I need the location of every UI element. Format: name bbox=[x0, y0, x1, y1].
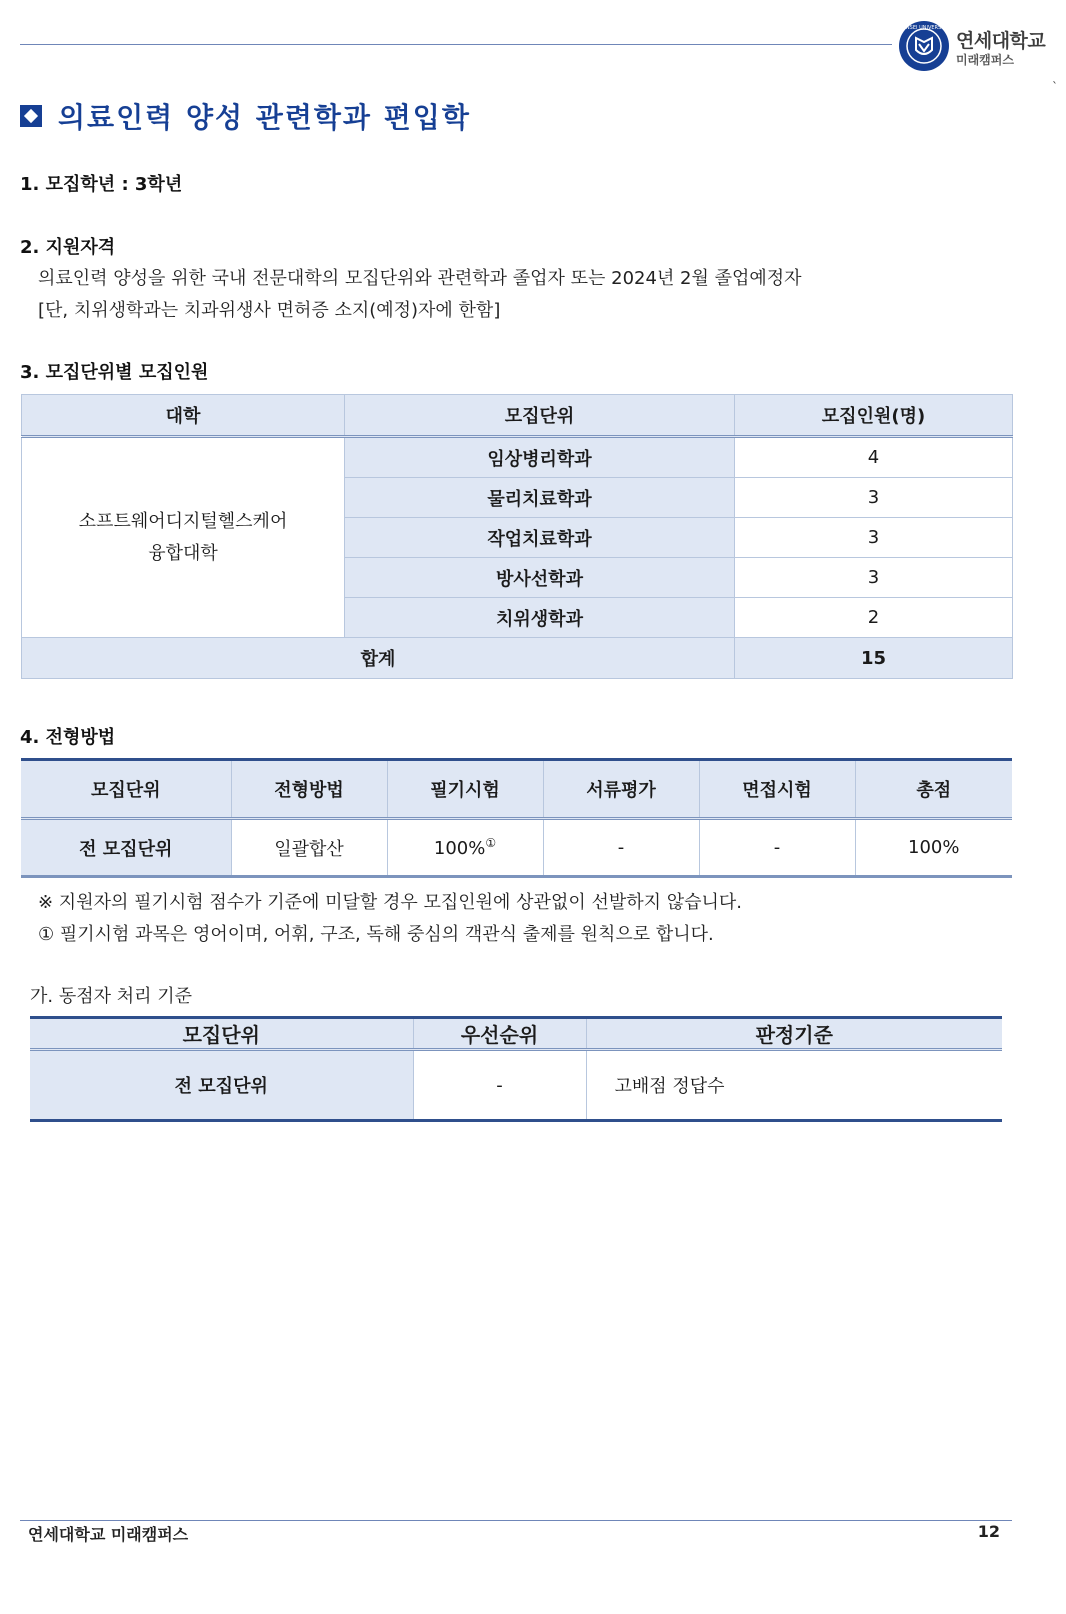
selection-table-header bbox=[21, 760, 1012, 819]
col-written: 필기시험 bbox=[387, 760, 543, 819]
table-row bbox=[22, 437, 1013, 478]
priority-cell: - bbox=[413, 1050, 586, 1121]
col-unit: 모집단위 bbox=[30, 1018, 413, 1050]
college-name-line-1: 소프트웨어디지털헬스케어 bbox=[78, 510, 288, 532]
unit-cell: 임상병리학과 bbox=[345, 437, 735, 478]
tie-break-heading: 가. 동점자 처리 기준 bbox=[30, 986, 192, 1007]
criterion-cell: 고배점 정답수 bbox=[586, 1050, 1002, 1121]
tie-table-header bbox=[30, 1018, 1002, 1050]
col-unit: 모집단위 bbox=[345, 395, 735, 437]
table-row bbox=[30, 1050, 1002, 1121]
total-label: 합계 bbox=[22, 638, 735, 679]
header-rule bbox=[20, 44, 892, 45]
col-interview: 면접시험 bbox=[699, 760, 855, 819]
count-cell: 3 bbox=[735, 518, 1013, 558]
written-value: 100% bbox=[433, 838, 486, 859]
col-criterion: 판정기준 bbox=[586, 1018, 1002, 1050]
col-document: 서류평가 bbox=[543, 760, 699, 819]
section-2-heading: 2. 지원자격 bbox=[20, 237, 116, 258]
university-logo bbox=[898, 20, 1058, 76]
col-college: 대학 bbox=[22, 395, 345, 437]
section-1-heading: 1. 모집학년 : 3학년 bbox=[20, 174, 183, 195]
col-unit: 모집단위 bbox=[21, 760, 231, 819]
unit-cell: 치위생학과 bbox=[345, 598, 735, 638]
table-row bbox=[21, 819, 1012, 877]
note-written-exam: ① 필기시험 과목은 영어이며, 어휘, 구조, 독해 중심의 객관식 출제를 원칙으로 합니다. bbox=[38, 924, 714, 945]
page-number: 12 bbox=[977, 1522, 1000, 1541]
eligibility-line-2: [단, 치위생학과는 치과위생사 면허증 소지(예정)자에 한함] bbox=[38, 300, 501, 321]
unit-cell: 전 모집단위 bbox=[21, 819, 231, 877]
count-cell: 4 bbox=[735, 437, 1013, 478]
col-quota: 모집인원(명) bbox=[735, 395, 1013, 437]
note-minimum-score: ※ 지원자의 필기시험 점수가 기준에 미달할 경우 모집인원에 상관없이 선발하지 않습니다. bbox=[38, 892, 742, 913]
total-row bbox=[22, 638, 1013, 679]
svg-text:YONSEI UNIVERSITY: YONSEI UNIVERSITY bbox=[899, 25, 949, 31]
university-seal-icon bbox=[898, 20, 950, 72]
college-cell bbox=[22, 437, 345, 638]
section-3-heading: 3. 모집단위별 모집인원 bbox=[20, 362, 209, 383]
count-cell: 2 bbox=[735, 598, 1013, 638]
eligibility-line-1: 의료인력 양성을 위한 국내 전문대학의 모집단위와 관련학과 졸업자 또는 2024년 2월 졸업예정자 bbox=[38, 268, 802, 289]
unit-cell: 전 모집단위 bbox=[30, 1050, 413, 1121]
method-cell: 일괄합산 bbox=[231, 819, 387, 877]
diamond-bullet-icon bbox=[20, 105, 42, 127]
col-method: 전형방법 bbox=[231, 760, 387, 819]
col-priority: 우선순위 bbox=[413, 1018, 586, 1050]
interview-cell: - bbox=[699, 819, 855, 877]
quota-table-header bbox=[22, 395, 1013, 437]
footnote-mark: ① bbox=[485, 836, 497, 850]
unit-cell: 작업치료학과 bbox=[345, 518, 735, 558]
total-value: 15 bbox=[735, 638, 1013, 679]
document-cell: - bbox=[543, 819, 699, 877]
page-title: 의료인력 양성 관련학과 편입학 bbox=[58, 101, 471, 134]
unit-cell: 물리치료학과 bbox=[345, 478, 735, 518]
col-total: 총점 bbox=[855, 760, 1012, 819]
selection-method-table bbox=[21, 758, 1012, 878]
count-cell: 3 bbox=[735, 478, 1013, 518]
tie-break-table bbox=[30, 1016, 1002, 1122]
college-name-line-2: 융합대학 bbox=[148, 542, 218, 564]
written-cell bbox=[387, 819, 543, 877]
quota-table bbox=[21, 394, 1013, 679]
unit-cell: 방사선학과 bbox=[345, 558, 735, 598]
logo-name: 연세대학교 bbox=[956, 30, 1046, 52]
logo-campus: 미래캠퍼스 bbox=[956, 53, 1014, 67]
stray-mark: ` bbox=[1052, 80, 1058, 94]
count-cell: 3 bbox=[735, 558, 1013, 598]
footer-rule bbox=[20, 1520, 1012, 1521]
section-4-heading: 4. 전형방법 bbox=[20, 727, 116, 748]
total-cell: 100% bbox=[855, 819, 1012, 877]
footer-university: 연세대학교 미래캠퍼스 bbox=[28, 1525, 189, 1544]
